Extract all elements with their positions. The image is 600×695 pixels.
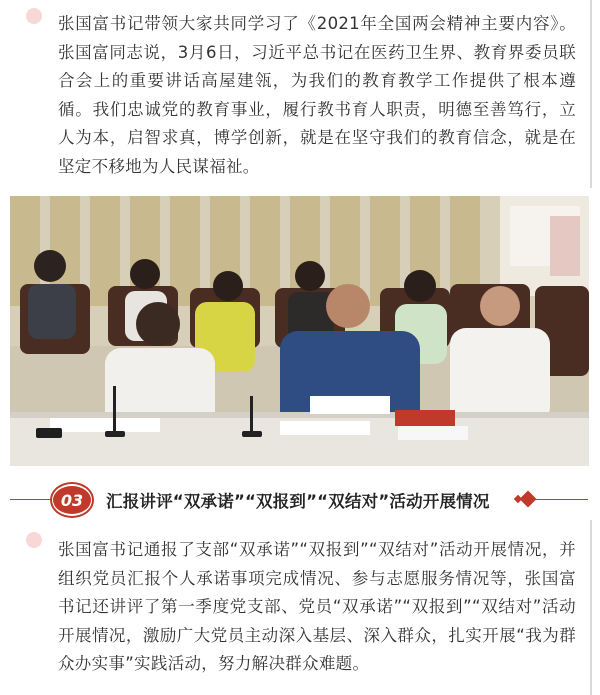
meeting-photo bbox=[10, 196, 589, 466]
paragraph-text: 张国富书记通报了支部“双承诺”“双报到”“双结对”活动开展情况，并组织党员汇报个人承诺事项完成情况、参与志愿服务情况等，张国富书记还讲评了第一季度党支部、党员“双承诺”“双报到”“双结对”活动开展情况，激励广大党员主动深入基层、深入群众，扎实开展“我为群众办实事”实践活动，努力解决群众难题。 bbox=[58, 540, 576, 674]
paragraph-block-2 bbox=[20, 520, 592, 695]
meeting-photo-illustration bbox=[10, 196, 589, 466]
paragraph-block-1 bbox=[20, 0, 592, 188]
section-title: 汇报讲评“双承诺”“双报到”“双结对”活动开展情况 bbox=[106, 492, 490, 511]
section-header bbox=[0, 478, 600, 522]
pink-dot-icon bbox=[26, 532, 42, 548]
paragraph-text: 张国富书记带领大家共同学习了《2021年全国两会精神主要内容》。张国富同志说，3月6日，习近平总书记在医药卫生界、教育界委员联合会上的重要讲话高屋建瓴，为我们的教育教学工作提供了根本遵循。我们忠诚党的教育事业，履行教书育人职责，明德至善笃行，立人为本，启智求真，博学创新，就是在坚守我们的教育信念，就是在坚定不移地为人民谋福祉。 bbox=[58, 14, 576, 176]
divider-line-right bbox=[520, 499, 588, 500]
section-number-badge bbox=[50, 482, 94, 518]
divider-line-left bbox=[10, 499, 50, 500]
section-number: 03 bbox=[53, 486, 91, 514]
pink-dot-icon bbox=[26, 8, 42, 24]
